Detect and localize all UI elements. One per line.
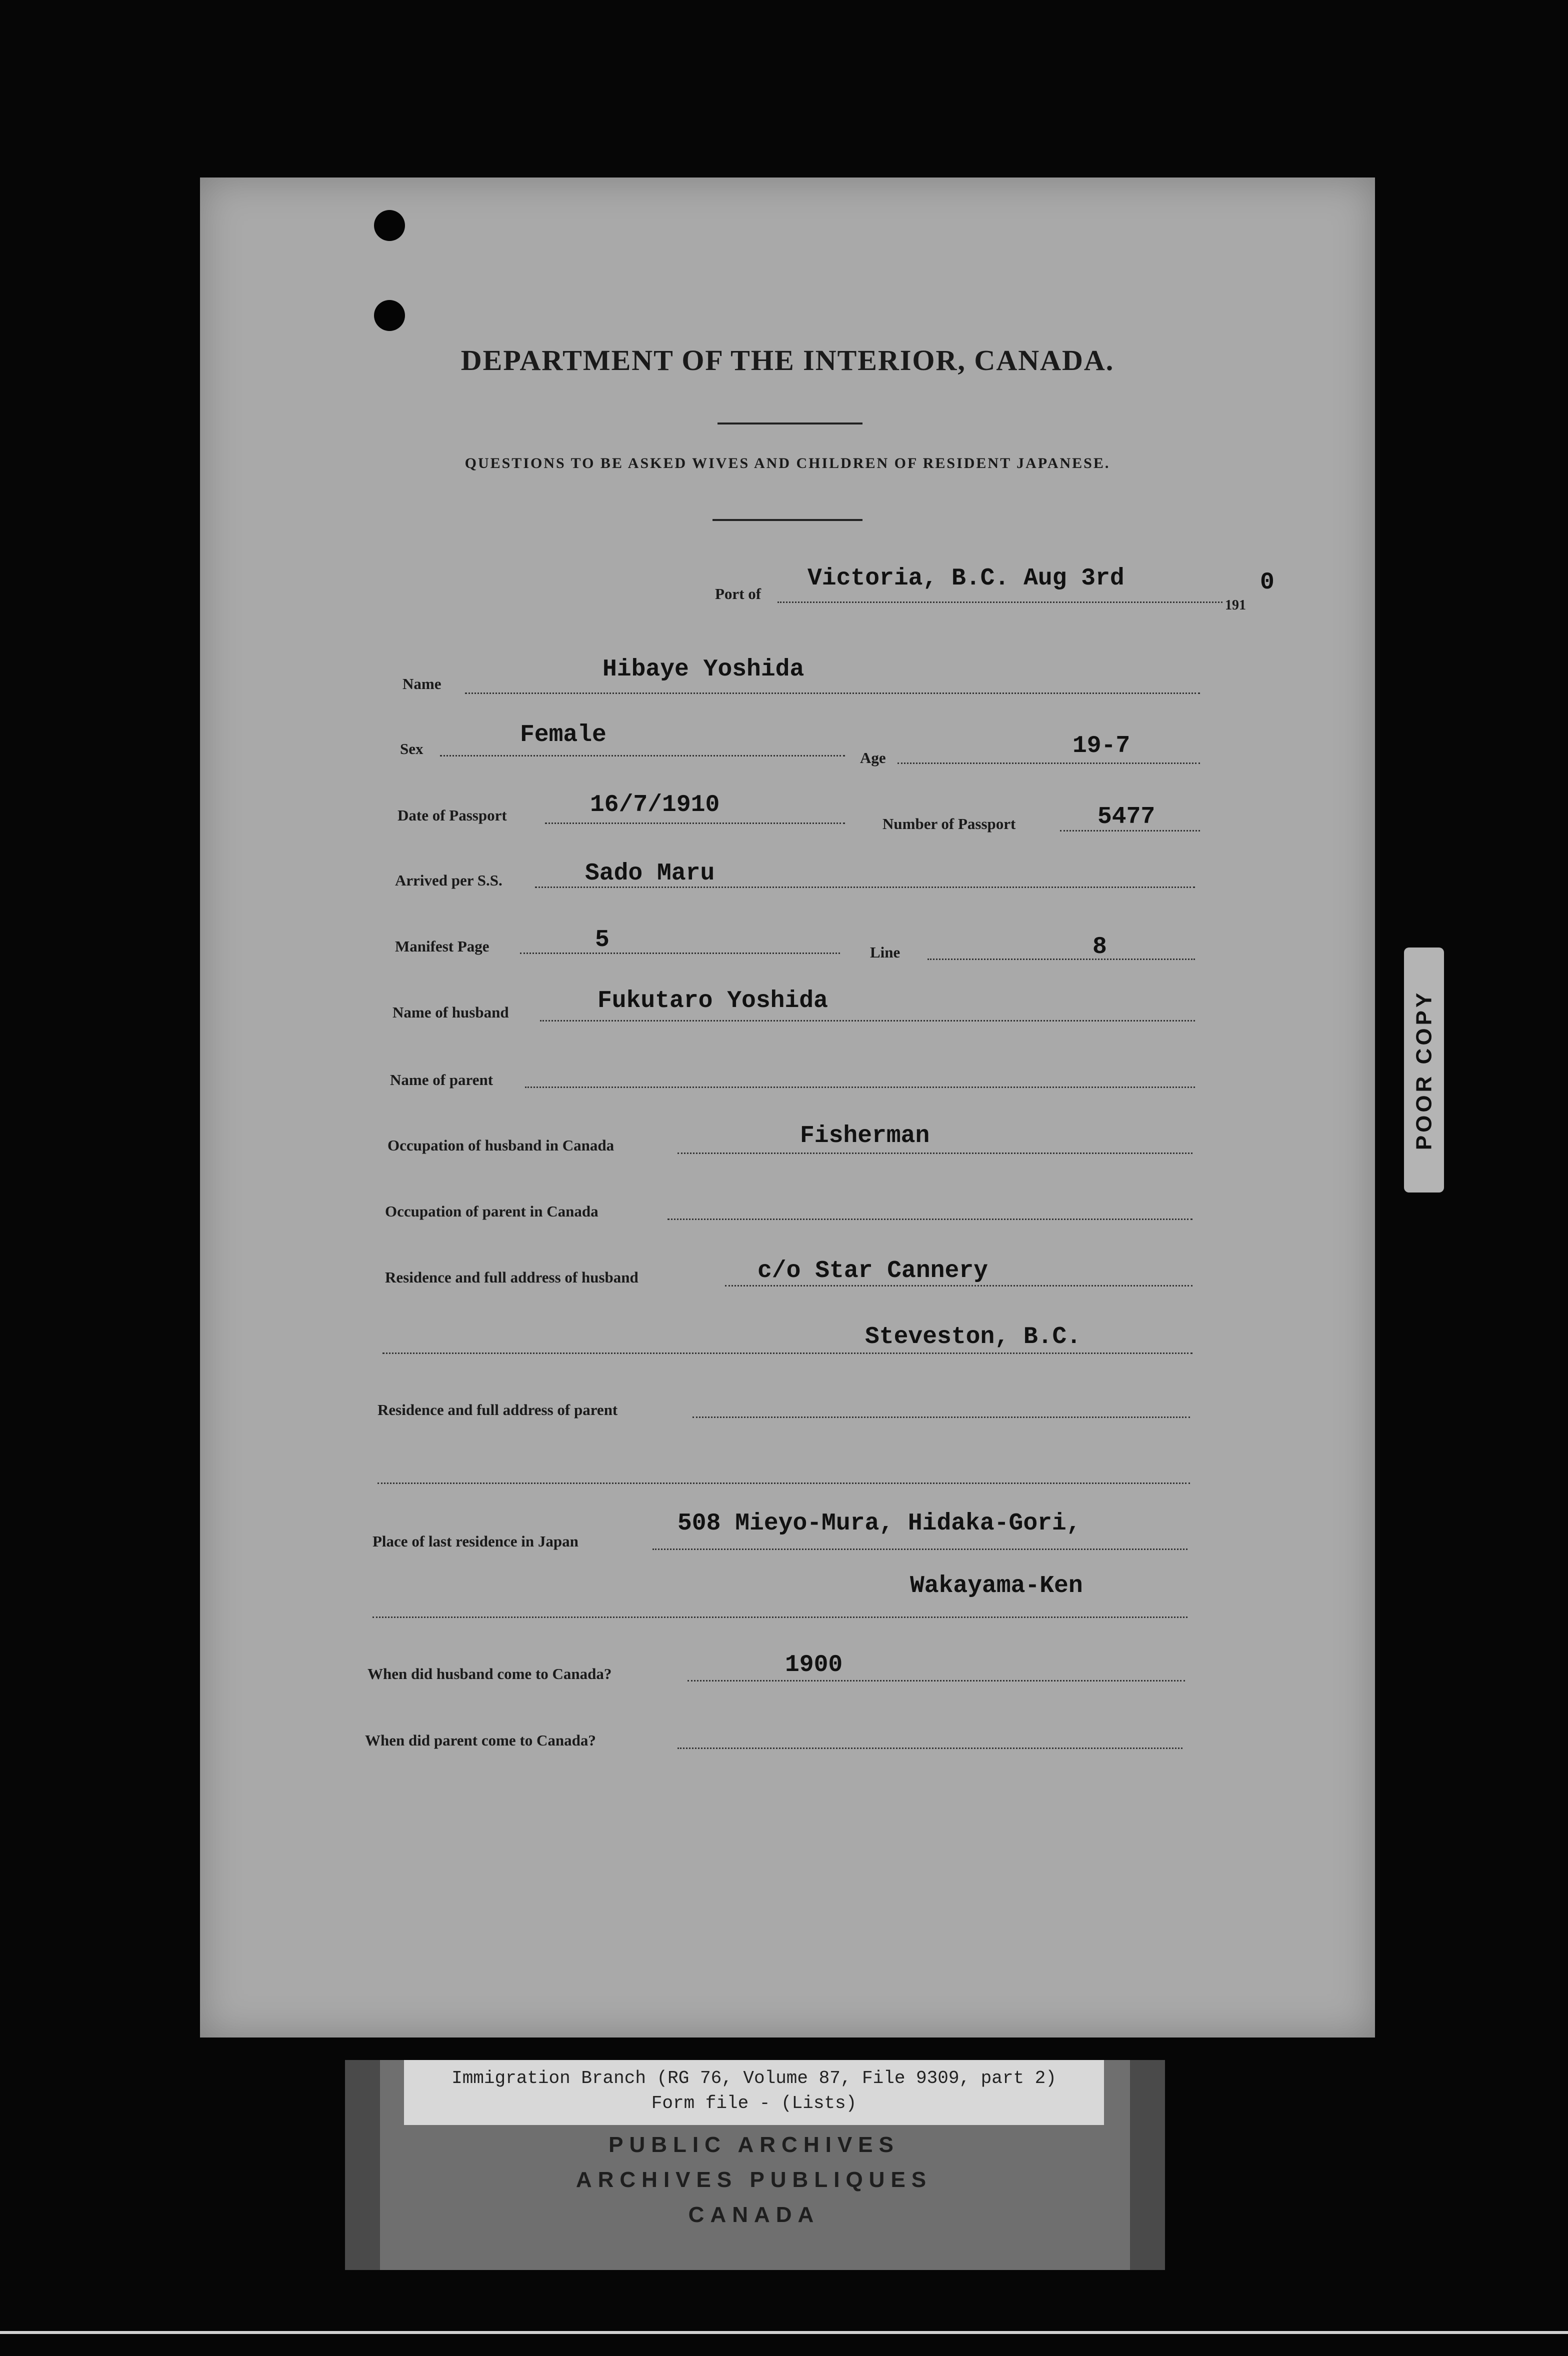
archives-stamp-line1: PUBLIC ARCHIVES: [608, 2132, 900, 2157]
form-subtitle: QUESTIONS TO BE ASKED WIVES AND CHILDREN OF RESIDENT JAPANESE.: [464, 455, 1110, 472]
husband-name-label: Name of husband: [392, 1004, 509, 1021]
archive-box-right-edge: [1130, 2060, 1165, 2270]
year-digit: 0: [1260, 569, 1274, 596]
parent-address-line: [692, 1416, 1190, 1418]
husband-occupation-line: [678, 1152, 1192, 1154]
parent-name-line: [525, 1086, 1195, 1088]
archives-stamp: [404, 2128, 1104, 2232]
passport-date-value: 16/7/1910: [590, 792, 720, 818]
age-value: 19-7: [1072, 732, 1130, 760]
parent-name-label: Name of parent: [390, 1071, 494, 1088]
port-value: Victoria, B.C. Aug 3rd: [808, 565, 1124, 592]
age-label: Age: [860, 749, 886, 766]
parent-address-label: Residence and full address of parent: [378, 1401, 618, 1418]
passport-date-line: [545, 822, 845, 824]
last-residence-line2-rule: [372, 1616, 1188, 1618]
manifest-label: Manifest Page: [395, 938, 490, 955]
last-residence-line: [652, 1548, 1188, 1550]
parent-occupation-label: Occupation of parent in Canada: [385, 1202, 598, 1220]
manifest-line: [520, 952, 840, 954]
line-value: 8: [1092, 934, 1107, 960]
archives-stamp-line3: CANADA: [688, 2202, 820, 2227]
last-residence-line2: Wakayama-Ken: [910, 1572, 1083, 1600]
sex-value: Female: [520, 722, 606, 748]
reference-line2: Form file - (Lists): [651, 2093, 857, 2114]
form-title: DEPARTMENT OF THE INTERIOR, CANADA.: [460, 344, 1114, 376]
husband-address-line2: Steveston, B.C.: [865, 1324, 1082, 1350]
film-edge-line: [0, 2331, 1568, 2334]
husband-address-line: [725, 1285, 1192, 1286]
last-residence-line1: 508 Mieyo-Mura, Hidaka-Gori,: [678, 1510, 1081, 1537]
reference-line1: Immigration Branch (RG 76, Volume 87, File 9309, part 2): [452, 2068, 1056, 2088]
husband-occupation-label: Occupation of husband in Canada: [388, 1136, 614, 1154]
year-prefix: 191: [1225, 598, 1246, 613]
husband-address-label: Residence and full address of husband: [385, 1268, 638, 1286]
name-value: Hibaye Yoshida: [602, 656, 804, 683]
husband-occupation-value: Fisherman: [800, 1122, 930, 1150]
punch-hole-bottom: [374, 300, 405, 331]
arrived-value: Sado Maru: [585, 860, 715, 887]
title-rule: [718, 422, 862, 424]
husband-name-value: Fukutaro Yoshida: [598, 988, 828, 1014]
husband-came-label: When did husband come to Canada?: [368, 1665, 612, 1682]
name-label: Name: [402, 675, 442, 692]
poor-copy-text: POOR COPY: [1412, 990, 1436, 1150]
husband-name-line: [540, 1020, 1195, 1022]
last-residence-label: Place of last residence in Japan: [372, 1532, 578, 1550]
passport-number-label: Number of Passport: [882, 815, 1016, 832]
reference-label: [404, 2060, 1104, 2125]
port-label: Port of: [715, 585, 762, 602]
parent-came-label: When did parent come to Canada?: [365, 1732, 596, 1749]
arrived-label: Arrived per S.S.: [395, 872, 502, 889]
husband-address-line1: c/o Star Cannery: [758, 1258, 988, 1284]
husband-address-line2-rule: [382, 1352, 1192, 1354]
husband-came-value: 1900: [785, 1652, 843, 1678]
form-sheet: [200, 178, 1375, 2038]
port-line: [778, 602, 1222, 603]
passport-number-value: 5477: [1098, 804, 1156, 830]
line-line: [928, 958, 1195, 960]
poor-copy-stamp: [1404, 948, 1444, 1192]
parent-occupation-line: [668, 1218, 1192, 1220]
age-line: [898, 762, 1200, 764]
archive-label-box: [345, 2060, 1165, 2270]
husband-came-line: [688, 1680, 1185, 1682]
subtitle-rule: [712, 519, 862, 521]
name-line: [465, 692, 1200, 694]
sex-label: Sex: [400, 740, 424, 758]
punch-hole-top: [374, 210, 405, 241]
line-label: Line: [870, 944, 900, 961]
parent-address-line2: [378, 1482, 1190, 1484]
manifest-value: 5: [595, 926, 610, 954]
parent-came-line: [678, 1748, 1182, 1749]
archive-box-left-edge: [345, 2060, 380, 2270]
archives-stamp-line2: ARCHIVES PUBLIQUES: [576, 2168, 932, 2192]
sex-line: [440, 755, 845, 756]
passport-date-label: Date of Passport: [398, 806, 507, 824]
